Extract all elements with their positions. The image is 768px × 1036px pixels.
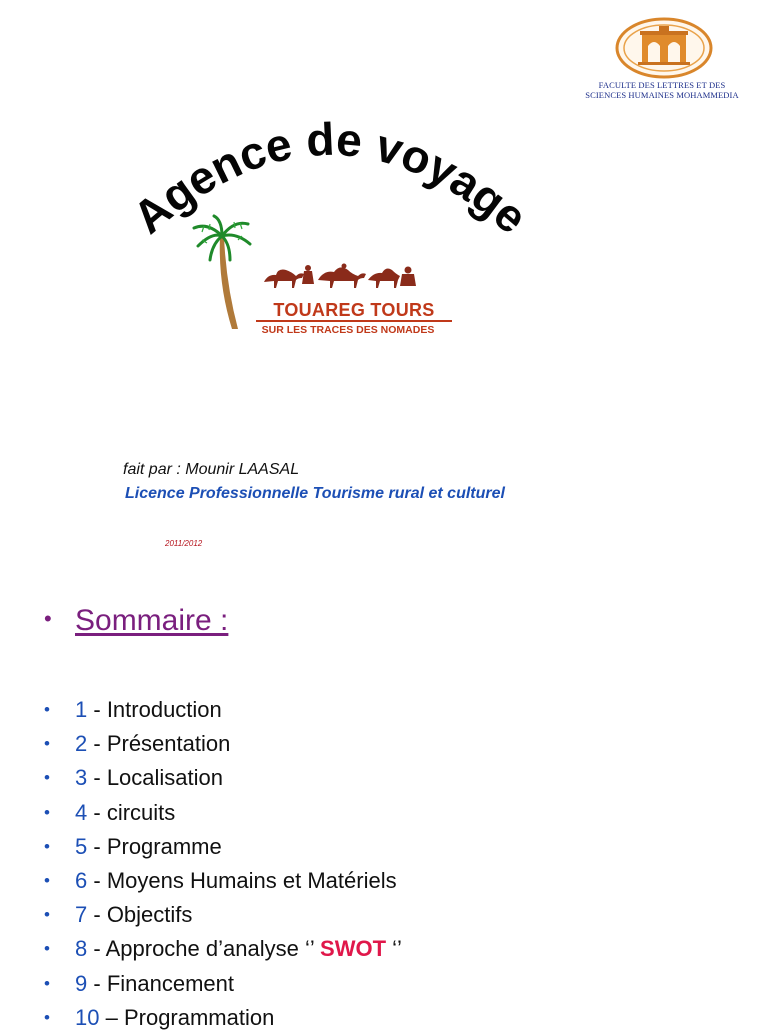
summary-item-separator: - xyxy=(87,902,107,928)
summary-item-label: Programmation xyxy=(123,1004,275,1030)
summary-item-label: circuits xyxy=(106,799,176,825)
summary-item-label: Financement xyxy=(106,970,234,996)
summary-item-separator: - xyxy=(87,799,107,825)
summary-list xyxy=(44,694,402,1036)
faculty-name xyxy=(578,80,746,100)
summary-item-label: Moyens Humains et Matériels xyxy=(106,867,397,893)
author-line: fait par : Mounir LAASAL xyxy=(123,461,300,478)
summary-item-separator: - xyxy=(87,765,107,791)
brand-name: TOUAREG TOURS xyxy=(273,300,435,320)
summary-item-suffix: ‘’ xyxy=(386,936,402,962)
summary-item xyxy=(44,694,402,728)
bullet-icon: • xyxy=(44,870,50,890)
summary-item-number: 9 xyxy=(75,970,88,996)
summary-item-label: Approche d’analyse ‘’ xyxy=(105,936,321,962)
summary-item-separator: - xyxy=(87,936,106,962)
degree-line: Licence Professionnelle Tourisme rural et culturel xyxy=(125,485,505,502)
bullet-icon: • xyxy=(44,700,50,719)
summary-item-highlight: SWOT xyxy=(320,936,387,962)
summary-item-number: 3 xyxy=(75,765,88,791)
summary-item-number: 8 xyxy=(75,936,88,962)
faculty-name-line2: SCIENCES HUMAINES MOHAMMEDIA xyxy=(585,90,739,100)
summary-item-number: 5 xyxy=(75,833,88,859)
bullet-icon: • xyxy=(44,606,52,631)
summary-item xyxy=(44,831,402,865)
summary-item xyxy=(44,728,402,762)
palm-tree-icon xyxy=(190,214,254,332)
summary-item-label: Objectifs xyxy=(106,902,193,928)
summary-item-number: 7 xyxy=(75,902,88,928)
page-title: Agence de voyage xyxy=(122,112,538,244)
brand-tagline: SUR LES TRACES DES NOMADES xyxy=(261,324,435,336)
camel-caravan-icon xyxy=(262,258,418,290)
summary-item-label: Programme xyxy=(106,833,222,859)
faculty-name-line1: FACULTE DES LETTRES ET DES xyxy=(598,80,726,90)
summary-item-separator: - xyxy=(87,697,107,722)
summary-item xyxy=(44,762,402,796)
academic-year: 2011/2012 xyxy=(165,539,203,548)
summary-item-number: 4 xyxy=(75,799,88,825)
summary-item-separator: - xyxy=(87,731,107,757)
summary-item-separator: - xyxy=(87,833,107,859)
summary-item-number: 2 xyxy=(75,731,88,757)
summary-item xyxy=(44,933,402,967)
summary-heading xyxy=(44,604,228,638)
brand-underline xyxy=(256,320,452,322)
summary-item-separator: – xyxy=(99,1004,124,1030)
summary-item-label: Présentation xyxy=(106,731,231,757)
summary-item xyxy=(44,899,402,933)
bullet-icon: • xyxy=(44,734,50,754)
summary-item-number: 6 xyxy=(75,867,88,893)
summary-item xyxy=(44,968,402,1002)
bullet-icon: • xyxy=(44,768,50,788)
bullet-icon: • xyxy=(44,973,50,993)
summary-item xyxy=(44,865,402,899)
bullet-icon: • xyxy=(44,939,50,959)
summary-item-separator: - xyxy=(87,867,107,893)
summary-item-separator: - xyxy=(87,970,107,996)
faculty-logo xyxy=(614,16,714,80)
summary-heading-label: Sommaire : xyxy=(75,604,229,637)
summary-item-number: 1 xyxy=(75,697,88,722)
summary-item xyxy=(44,797,402,831)
bullet-icon: • xyxy=(44,836,50,856)
bullet-icon: • xyxy=(44,905,50,925)
bullet-icon: • xyxy=(44,1007,50,1027)
summary-item-label: Introduction xyxy=(106,697,222,722)
summary-item-label: Localisation xyxy=(106,765,223,791)
summary-item xyxy=(44,1002,402,1036)
summary-item-number: 10 xyxy=(75,1004,100,1030)
bullet-icon: • xyxy=(44,802,50,822)
